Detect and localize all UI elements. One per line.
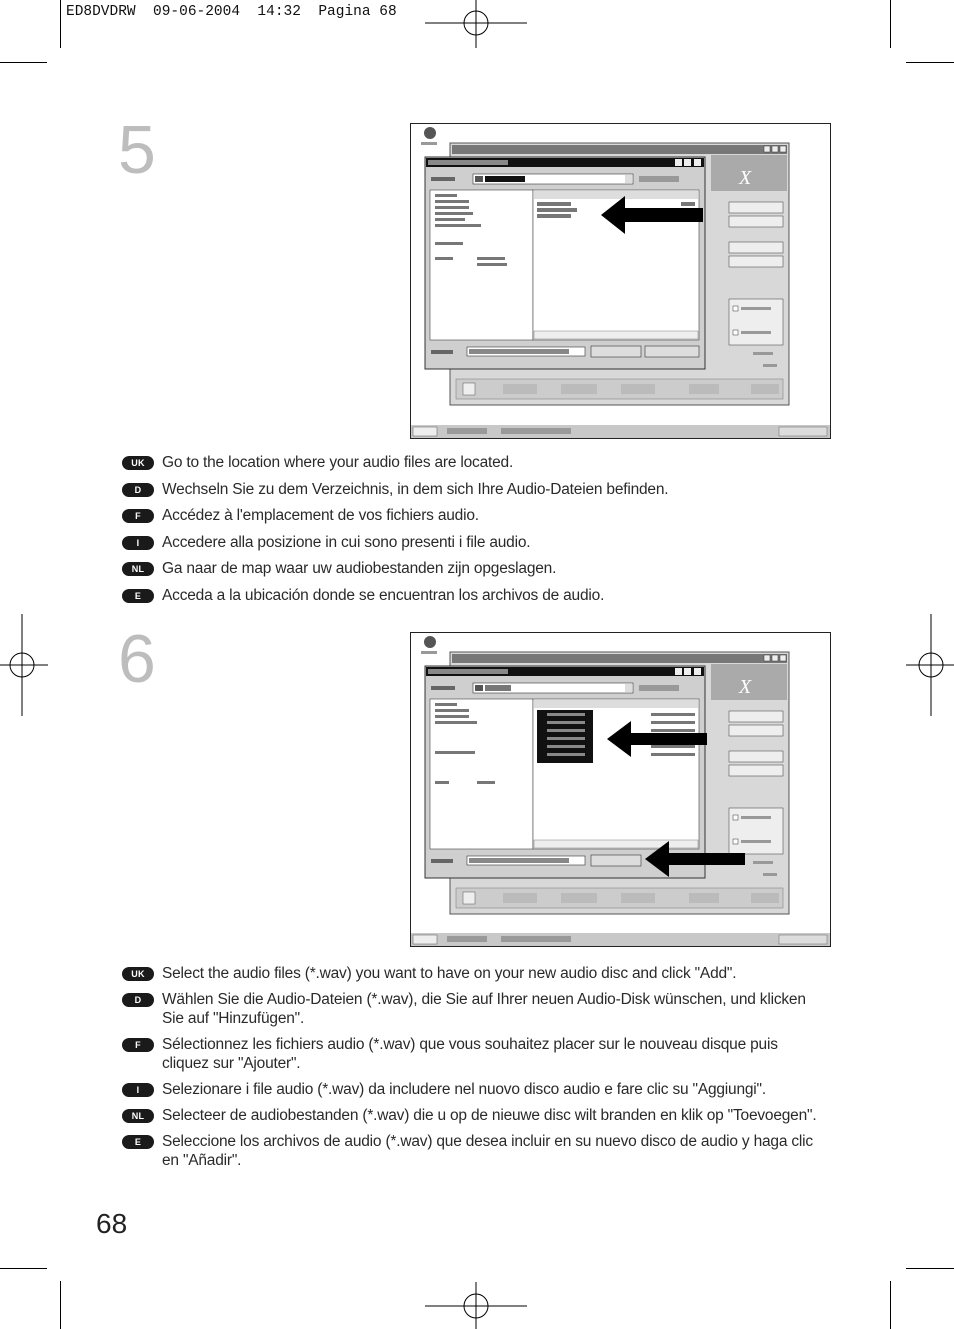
- instruction-row: [122, 533, 822, 552]
- language-badge: E: [122, 589, 154, 603]
- instruction-row: [122, 1132, 822, 1170]
- instruction-text: Wechseln Sie zu dem Verzeichnis, in dem sich Ihre Audio-Dateien befinden.: [162, 480, 669, 498]
- screenshot-step-6: [410, 632, 831, 947]
- instruction-text: Accédez à l'emplacement de vos fichiers audio.: [162, 507, 479, 524]
- instruction-text: Seleccione los archivos de audio (*.wav) que desea incluir en su nuevo disco de audio y haga clic en "Añadir".: [162, 1133, 813, 1169]
- crop-mark: [890, 0, 891, 48]
- instruction-text: Acceda a la ubicación donde se encuentran los archivos de audio.: [162, 586, 605, 604]
- desktop-icon: [424, 636, 436, 648]
- language-badge: F: [122, 1038, 154, 1052]
- instruction-row: [122, 990, 822, 1028]
- screenshot-illustration: [411, 633, 830, 946]
- screenshot-step-5: [410, 123, 831, 439]
- instruction-text: Selecteer de audiobestanden (*.wav) die u op de nieuwe disc wilt branden en klik op "Toevoegen".: [162, 1107, 817, 1124]
- instructions-step-6: [122, 964, 822, 1170]
- instruction-text: Selezionare i file audio (*.wav) da includere nel nuovo disco audio e fare clic su "Aggiungi".: [162, 1081, 766, 1098]
- page-number: 68: [96, 1208, 128, 1239]
- step-number: 6: [118, 621, 156, 697]
- screenshot-illustration: [411, 124, 830, 438]
- svg-text:X: X: [739, 676, 752, 698]
- print-header: ED8DVDRW 09-06-2004 14:32 Pagina 68: [66, 4, 397, 20]
- language-badge: E: [122, 1135, 154, 1149]
- language-badge: UK: [122, 456, 154, 470]
- crop-mark: [60, 1281, 61, 1329]
- registration-mark: [0, 614, 48, 716]
- language-badge: I: [122, 1083, 154, 1097]
- crop-mark: [60, 0, 61, 48]
- language-badge: D: [122, 483, 154, 497]
- instruction-row: [122, 586, 822, 605]
- instruction-row: [122, 1106, 822, 1125]
- instruction-text: Wählen Sie die Audio-Dateien (*.wav), die Sie auf Ihrer neuen Audio-Disk wünschen, und klicken Sie auf "Hinzufügen".: [162, 991, 806, 1027]
- crop-mark: [0, 1268, 47, 1269]
- desktop-icon: [424, 127, 436, 139]
- language-badge: NL: [122, 1109, 154, 1123]
- instruction-text: Select the audio files (*.wav) you want to have on your new audio disc and click "Add".: [162, 965, 737, 982]
- crop-mark: [906, 1268, 954, 1269]
- registration-mark: [906, 614, 954, 716]
- instruction-text: Sélectionnez les fichiers audio (*.wav) que vous souhaitez placer sur le nouveau disque puis cliquez sur "Ajouter".: [162, 1036, 778, 1072]
- language-badge: NL: [122, 562, 154, 576]
- instruction-row: [122, 506, 822, 525]
- instruction-row: [122, 453, 822, 472]
- language-badge: UK: [122, 967, 154, 981]
- crop-mark: [890, 1281, 891, 1329]
- instruction-text: Ga naar de map waar uw audiobestanden zijn opgeslagen.: [162, 560, 557, 577]
- instruction-row: [122, 1080, 822, 1099]
- instruction-row: [122, 480, 822, 499]
- language-badge: I: [122, 536, 154, 550]
- svg-text:X: X: [739, 167, 752, 189]
- registration-mark: [425, 1282, 527, 1329]
- instructions-step-5: [122, 453, 822, 605]
- registration-mark: [425, 0, 527, 48]
- crop-mark: [0, 62, 47, 63]
- step-number: 5: [118, 112, 156, 188]
- instruction-row: [122, 1035, 822, 1073]
- instruction-row: [122, 559, 822, 578]
- language-badge: F: [122, 509, 154, 523]
- crop-mark: [906, 62, 954, 63]
- instruction-row: [122, 964, 822, 983]
- instruction-text: Accedere alla posizione in cui sono presenti i file audio.: [162, 533, 531, 551]
- language-badge: D: [122, 993, 154, 1007]
- instruction-text: Go to the location where your audio files are located.: [162, 454, 514, 471]
